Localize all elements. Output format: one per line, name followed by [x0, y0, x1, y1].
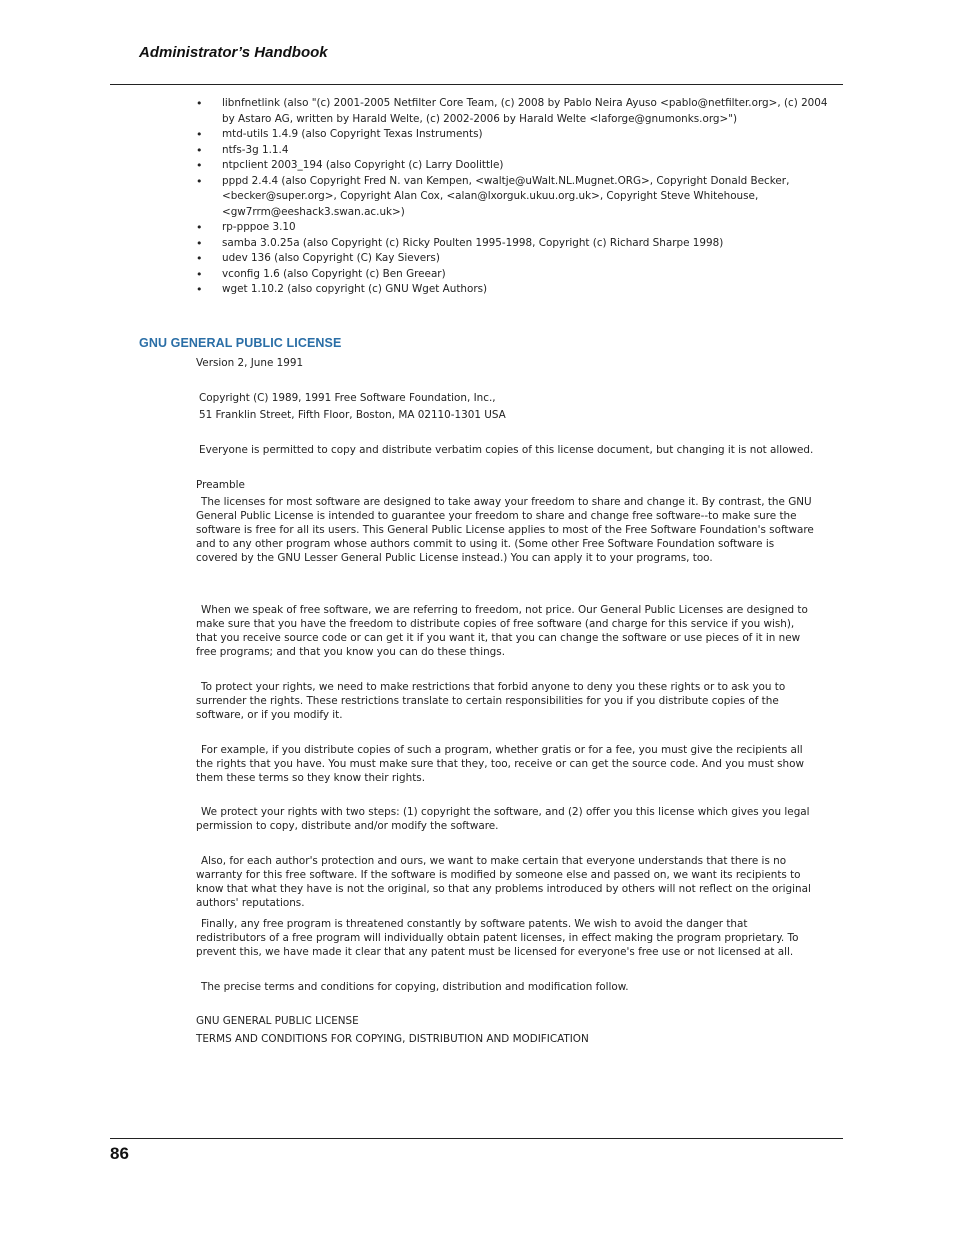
credits-list — [196, 96, 828, 298]
list-item: • rp-pppoe 3.10 — [196, 221, 296, 234]
section-heading: GNU GENERAL PUBLIC LICENSE — [139, 336, 342, 350]
header-rule — [110, 84, 843, 85]
bullet-icon: • — [196, 283, 203, 296]
license-version: Version 2, June 1991 — [196, 357, 304, 369]
list-item: • udev 136 (also Copyright (C) Kay Sievers) — [196, 252, 440, 265]
copyright-line-1: Copyright (C) 1989, 1991 Free Software Foundation, Inc., — [199, 392, 496, 404]
paragraph: The licenses for most software are designed to take away your freedom to share and change it. By contrast, the GNU General Public License is intended to guarantee your freedom to share and change free software--to make sure the software is free for all its users. This General Public License applies to most of the Free Software Foundation's software and to any other program whose authors commit to using it. (Some other Free Software Foundation software is covered by the GNU Lesser General Public License instead.) You can apply it to your programs, too. — [196, 496, 814, 564]
paragraph: The precise terms and conditions for copying, distribution and modification follow. — [201, 981, 629, 993]
list-item: • ntpclient 2003_194 (also Copyright (c) Larry Doolittle) — [196, 159, 504, 172]
page-number: 86 — [110, 1144, 129, 1163]
bullet-icon: • — [196, 174, 203, 188]
terms-title-1: GNU GENERAL PUBLIC LICENSE — [196, 1015, 359, 1027]
bullet-icon: • — [196, 128, 203, 141]
permission-notice: Everyone is permitted to copy and distribute verbatim copies of this license document, but changing it is not allowed. — [199, 444, 814, 456]
list-item: • vconfig 1.6 (also Copyright (c) Ben Greear) — [196, 267, 446, 281]
list-item: • libnfnetlink (also "(c) 2001-2005 Netfilter Core Team, (c) 2008 by Pablo Neira Ayuso <pablo@netfilter.org>, (c) 2004 by Astaro AG, written by Harald Welte, (c) 2002-2006 by Harald Welte <laforge@gnumonks.org>") — [196, 97, 828, 125]
bullet-icon: • — [196, 267, 203, 281]
bullet-icon: • — [196, 97, 203, 110]
list-item: • ntfs-3g 1.1.4 — [196, 143, 289, 157]
bullet-icon: • — [196, 159, 203, 172]
footer-rule — [110, 1138, 843, 1139]
bullet-icon: • — [196, 252, 203, 265]
paragraph: Finally, any free program is threatened constantly by software patents. We wish to avoid the danger that redistributors of a free program will individually obtain patent licenses, in effect making the program proprietary. To prevent this, we have made it clear that any patent must be licensed for everyone's free use or not licensed at all. — [196, 918, 799, 958]
paragraph: For example, if you distribute copies of such a program, whether gratis or for a fee, you must give the recipients all the rights that you have. You must make sure that they, too, receive or can get the source code. And you must show them these terms so they know their rights. — [196, 744, 804, 784]
preamble-label: Preamble — [196, 479, 245, 491]
bullet-icon: • — [196, 143, 203, 157]
paragraph: When we speak of free software, we are referring to freedom, not price. Our General Public Licenses are designed to make sure that you have the freedom to distribute copies of free software (and charge for this service if you wish), that you receive source code or can get it if you want it, that you can change the software or use pieces of it in new free programs; and that you know you can do these things. — [196, 604, 808, 658]
list-item: • wget 1.10.2 (also copyright (c) GNU Wget Authors) — [196, 283, 488, 296]
paragraph: We protect your rights with two steps: (1) copyright the software, and (2) offer you this license which gives you legal permission to copy, distribute and/or modify the software. — [196, 806, 810, 832]
bullet-icon: • — [196, 236, 203, 250]
list-item: • pppd 2.4.4 (also Copyright Fred N. van Kempen, <waltje@uWalt.NL.Mugnet.ORG>, Copyright Donald Becker, <becker@super.org>, Copyright Alan Cox, <alan@lxorguk.ukuu.org.uk>, Copyright Steve Whitehouse, <gw7rrm@eeshack3.swan.ac.uk>) — [196, 174, 790, 218]
running-header-title: Administrator’s Handbook — [139, 44, 328, 61]
paragraph: Also, for each author's protection and ours, we want to make certain that everyone understands that there is no warranty for this free software. If the software is modified by someone else and passed on, we want its recipients to know that what they have is not the original, so that any problems introduced by others will not reflect on the original authors' reputations. — [196, 855, 811, 909]
copyright-line-2: 51 Franklin Street, Fifth Floor, Boston, MA 02110-1301 USA — [199, 409, 506, 421]
list-item: • mtd-utils 1.4.9 (also Copyright Texas Instruments) — [196, 128, 483, 141]
list-item: • samba 3.0.25a (also Copyright (c) Ricky Poulten 1995-1998, Copyright (c) Richard Sharpe 1998) — [196, 236, 724, 250]
bullet-icon: • — [196, 221, 203, 234]
paragraph: To protect your rights, we need to make restrictions that forbid anyone to deny you these rights or to ask you to surrender the rights. These restrictions translate to certain responsibilities for you if you distribute copies of the software, or if you modify it. — [196, 681, 786, 721]
terms-title-2: TERMS AND CONDITIONS FOR COPYING, DISTRIBUTION AND MODIFICATION — [196, 1033, 589, 1045]
